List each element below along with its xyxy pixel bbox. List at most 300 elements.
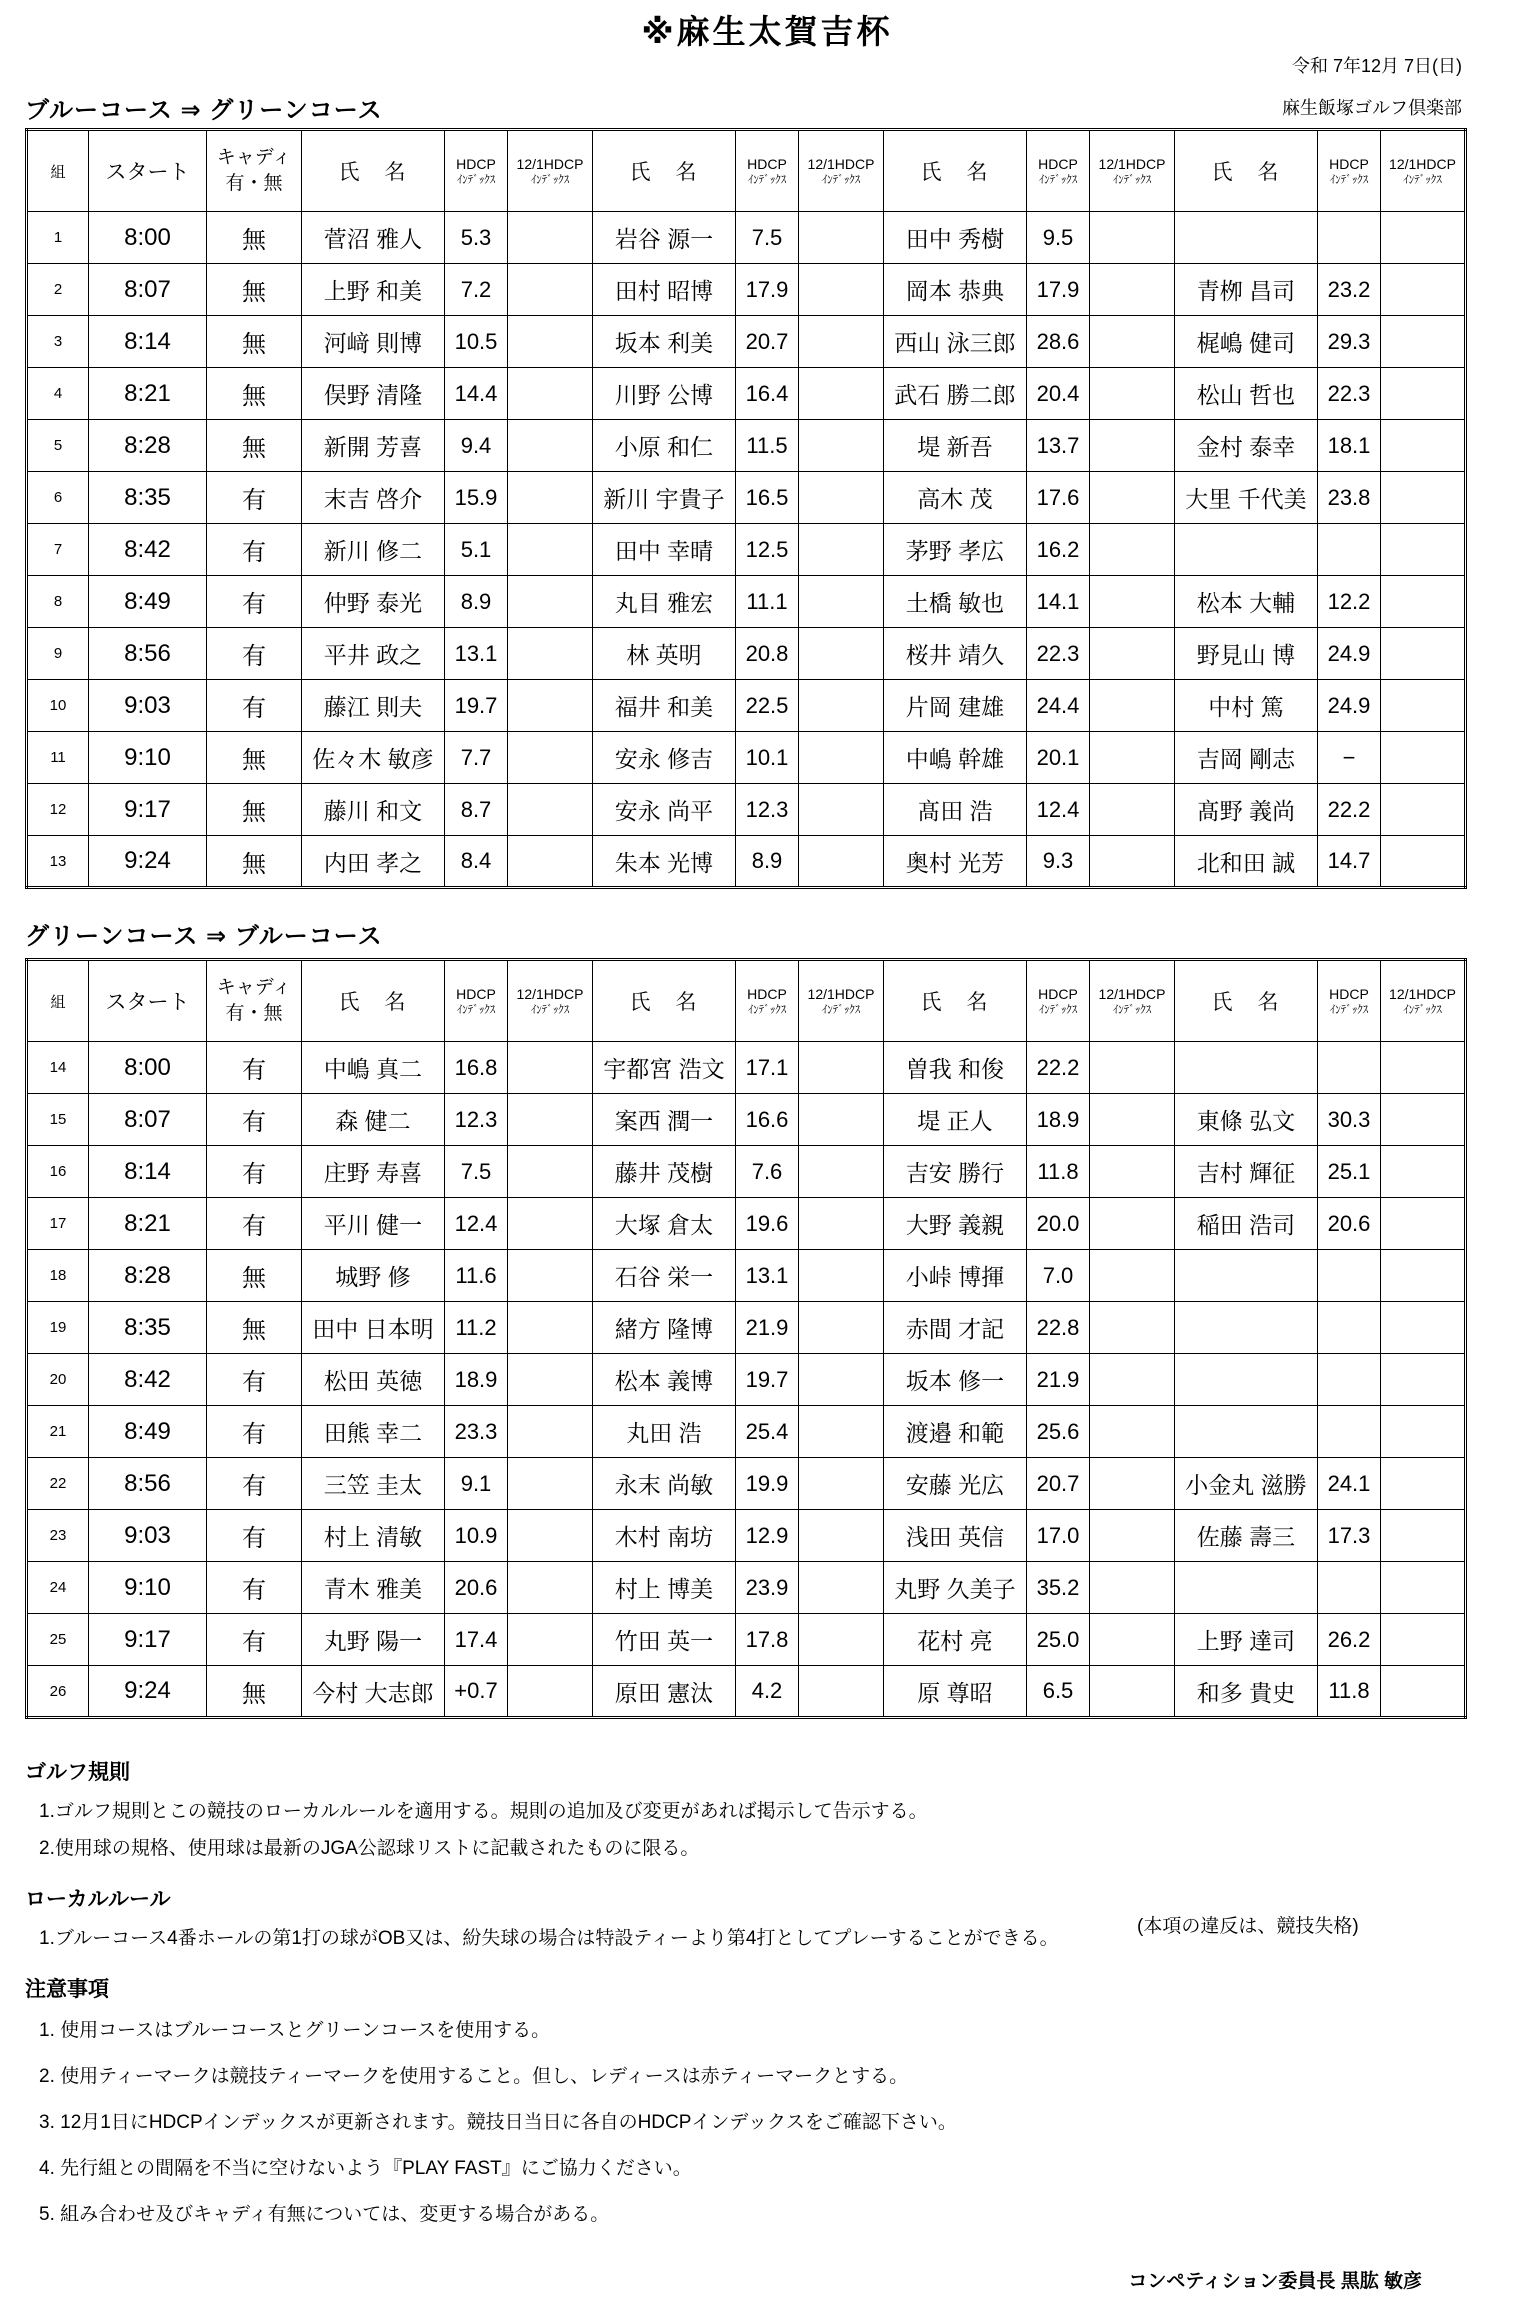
hdcp12-index-value [799, 1354, 884, 1406]
hdcp12-index-value [1090, 1198, 1175, 1250]
player-name: 赤間 才記 [884, 1302, 1027, 1354]
col-header-name-4: 氏 名 [1175, 130, 1318, 212]
player-name: 田中 秀樹 [884, 212, 1027, 264]
hdcp-index-value: 13.7 [1027, 420, 1090, 472]
header-row [27, 130, 1466, 212]
pairing-row [27, 836, 1466, 888]
start-time: 9:17 [89, 784, 207, 836]
hdcp-index-value: 13.1 [445, 628, 508, 680]
hdcp12-index-value [1381, 1458, 1466, 1510]
hdcp12-index-value [1381, 1406, 1466, 1458]
player-name: 梶嶋 健司 [1175, 316, 1318, 368]
table-blue-to-green [25, 128, 1467, 889]
start-time: 8:49 [89, 1406, 207, 1458]
player-name [1175, 1250, 1318, 1302]
group-number: 22 [27, 1458, 89, 1510]
note-item: 3. 12月1日にHDCPインデックスが更新されます。競技日当日に各自のHDCPインデックスをご確認下さい。 [39, 2112, 957, 2133]
hdcp12-index-value [508, 1146, 593, 1198]
player-name: 朱本 光博 [593, 836, 736, 888]
local-rules-title: ローカルルール [25, 1888, 171, 1911]
hdcp-index-value: 16.4 [736, 368, 799, 420]
committee-chairman-signature: コンペティション委員長 黒肱 敏彦 [1128, 2271, 1422, 2292]
group-number: 21 [27, 1406, 89, 1458]
hdcp-index-value: 8.9 [445, 576, 508, 628]
hdcp-index-value: 20.6 [445, 1562, 508, 1614]
start-time: 8:21 [89, 1198, 207, 1250]
player-name: 新開 芳喜 [302, 420, 445, 472]
start-time: 8:49 [89, 576, 207, 628]
hdcp12-index-value [1381, 264, 1466, 316]
page-title: ※麻生太賀吉杯 [641, 13, 893, 50]
caddy-flag: 有 [207, 1406, 302, 1458]
player-name: 小金丸 滋勝 [1175, 1458, 1318, 1510]
hdcp12-index-value [1090, 1354, 1175, 1406]
hdcp12-index-value [799, 1458, 884, 1510]
player-name: 新川 宇貴子 [593, 472, 736, 524]
hdcp12-index-value [1090, 836, 1175, 888]
player-name: 庄野 寿喜 [302, 1146, 445, 1198]
group-number: 12 [27, 784, 89, 836]
hdcp12-index-value [508, 1666, 593, 1718]
notes-title: 注意事項 [25, 1978, 109, 2001]
course-label-blue-to-green: ブルーコース ⇒ グリーンコース [25, 97, 383, 124]
hdcp12-index-value [1090, 784, 1175, 836]
hdcp-index-value [1318, 1302, 1381, 1354]
player-name: 曽我 和俊 [884, 1042, 1027, 1094]
player-name: 丸野 陽一 [302, 1614, 445, 1666]
start-time: 8:42 [89, 524, 207, 576]
note-item: 1. 使用コースはブルーコースとグリーンコースを使用する。 [39, 2020, 551, 2041]
player-name: 大塚 倉太 [593, 1198, 736, 1250]
player-name: 上野 達司 [1175, 1614, 1318, 1666]
hdcp12-index-value [1381, 472, 1466, 524]
start-time: 9:03 [89, 1510, 207, 1562]
hdcp-index-value: 29.3 [1318, 316, 1381, 368]
hdcp12-index-value [1381, 1302, 1466, 1354]
hdcp12-index-value [1090, 524, 1175, 576]
note-item: 2. 使用ティーマークは競技ティーマークを使用すること。但し、レディースは赤ティーマークとする。 [39, 2066, 909, 2087]
hdcp-index-value: 30.3 [1318, 1094, 1381, 1146]
hdcp12-index-value [508, 264, 593, 316]
pairing-row [27, 1042, 1466, 1094]
hdcp12-index-value [1090, 212, 1175, 264]
hdcp-index-value: 20.6 [1318, 1198, 1381, 1250]
player-name: 花村 亮 [884, 1614, 1027, 1666]
hdcp-index-value: 19.7 [736, 1354, 799, 1406]
hdcp12-index-value [1381, 316, 1466, 368]
player-name: 福井 和美 [593, 680, 736, 732]
start-time: 9:24 [89, 1666, 207, 1718]
pairing-row [27, 1458, 1466, 1510]
col-header-start: スタート [89, 960, 207, 1042]
group-number: 9 [27, 628, 89, 680]
hdcp12-index-value [799, 1302, 884, 1354]
hdcp12-index-value [1090, 316, 1175, 368]
start-time: 9:24 [89, 836, 207, 888]
player-name: 渡邉 和範 [884, 1406, 1027, 1458]
caddy-flag: 無 [207, 420, 302, 472]
start-time: 8:07 [89, 264, 207, 316]
caddy-flag: 有 [207, 524, 302, 576]
hdcp-index-value: 25.4 [736, 1406, 799, 1458]
hdcp12-index-value [508, 1562, 593, 1614]
hdcp-index-value: 18.9 [445, 1354, 508, 1406]
hdcp12-index-value [508, 836, 593, 888]
group-number: 19 [27, 1302, 89, 1354]
pairing-row [27, 1666, 1466, 1718]
hdcp12-index-value [1090, 628, 1175, 680]
pairing-row [27, 1406, 1466, 1458]
col-header-hdcp-3: HDCP ｲﾝﾃﾞｯｸｽ [1027, 960, 1090, 1042]
hdcp12-index-value [799, 576, 884, 628]
hdcp-index-value: 20.8 [736, 628, 799, 680]
player-name: 丸目 雅宏 [593, 576, 736, 628]
hdcp-index-value: 22.3 [1318, 368, 1381, 420]
player-name: 木村 南坊 [593, 1510, 736, 1562]
caddy-flag: 有 [207, 1510, 302, 1562]
player-name: 藤井 茂樹 [593, 1146, 736, 1198]
hdcp-index-value: 12.3 [445, 1094, 508, 1146]
player-name: 上野 和美 [302, 264, 445, 316]
hdcp-index-value: 7.2 [445, 264, 508, 316]
start-time: 9:10 [89, 1562, 207, 1614]
hdcp-index-value: 16.6 [736, 1094, 799, 1146]
hdcp12-index-value [799, 1250, 884, 1302]
player-name: 堤 正人 [884, 1094, 1027, 1146]
hdcp-index-value: 20.7 [1027, 1458, 1090, 1510]
hdcp-index-value [1318, 1406, 1381, 1458]
hdcp12-index-value [508, 1458, 593, 1510]
hdcp12-index-value [508, 1614, 593, 1666]
col-header-caddy: キャディ 有・無 [207, 130, 302, 212]
group-number: 16 [27, 1146, 89, 1198]
hdcp12-index-value [1381, 1614, 1466, 1666]
hdcp12-index-value [508, 628, 593, 680]
hdcp-index-value: 17.0 [1027, 1510, 1090, 1562]
player-name: 丸田 浩 [593, 1406, 736, 1458]
player-name: 今村 大志郎 [302, 1666, 445, 1718]
player-name: 竹田 英一 [593, 1614, 736, 1666]
col-header-group: 組 [27, 960, 89, 1042]
player-name: 武石 勝二郎 [884, 368, 1027, 420]
caddy-flag: 有 [207, 1354, 302, 1406]
group-number: 26 [27, 1666, 89, 1718]
hdcp-index-value: 35.2 [1027, 1562, 1090, 1614]
hdcp-index-value: 17.9 [736, 264, 799, 316]
player-name: 村上 清敏 [302, 1510, 445, 1562]
player-name: 菅沼 雅人 [302, 212, 445, 264]
hdcp-index-value: 10.9 [445, 1510, 508, 1562]
player-name: 片岡 建雄 [884, 680, 1027, 732]
group-number: 15 [27, 1094, 89, 1146]
player-name: 藤川 和文 [302, 784, 445, 836]
group-number: 18 [27, 1250, 89, 1302]
caddy-flag: 有 [207, 1458, 302, 1510]
hdcp12-index-value [508, 576, 593, 628]
pairing-row [27, 628, 1466, 680]
player-name: 原田 憲汰 [593, 1666, 736, 1718]
header-row [27, 960, 1466, 1042]
hdcp12-index-value [1381, 1666, 1466, 1718]
hdcp-index-value: 9.4 [445, 420, 508, 472]
hdcp-index-value: 8.7 [445, 784, 508, 836]
player-name: 青栁 昌司 [1175, 264, 1318, 316]
hdcp12-index-value [1381, 1354, 1466, 1406]
player-name: 松本 大輔 [1175, 576, 1318, 628]
hdcp-index-value: 5.3 [445, 212, 508, 264]
hdcp12-index-value [799, 1042, 884, 1094]
hdcp12-index-value [799, 836, 884, 888]
hdcp12-index-value [508, 1302, 593, 1354]
player-name: 佐々木 敏彦 [302, 732, 445, 784]
player-name: 岡本 恭典 [884, 264, 1027, 316]
hdcp12-index-value [1090, 1510, 1175, 1562]
player-name: 永末 尚敏 [593, 1458, 736, 1510]
hdcp12-index-value [1090, 1042, 1175, 1094]
col-header-start: スタート [89, 130, 207, 212]
hdcp12-index-value [799, 1562, 884, 1614]
start-time: 8:07 [89, 1094, 207, 1146]
caddy-flag: 有 [207, 1094, 302, 1146]
group-number: 14 [27, 1042, 89, 1094]
hdcp12-index-value [508, 524, 593, 576]
hdcp12-index-value [1090, 1614, 1175, 1666]
golf-rule-penalty-note: (本項の違反は、競技失格) [1137, 1916, 1359, 1937]
player-name: 末吉 啓介 [302, 472, 445, 524]
pairing-row [27, 680, 1466, 732]
group-number: 20 [27, 1354, 89, 1406]
hdcp12-index-value [799, 1198, 884, 1250]
player-name: 野見山 博 [1175, 628, 1318, 680]
pairing-row [27, 264, 1466, 316]
hdcp12-index-value [799, 472, 884, 524]
player-name: 奥村 光芳 [884, 836, 1027, 888]
hdcp-index-value: 8.4 [445, 836, 508, 888]
caddy-flag: 無 [207, 1666, 302, 1718]
hdcp12-index-value [508, 212, 593, 264]
local-rule-item: 1.ブルーコース4番ホールの第1打の球がOB又は、紛失球の場合は特設ティーより第4打としてプレーすることができる。 [39, 1928, 1059, 1949]
hdcp12-index-value [1090, 264, 1175, 316]
hdcp-index-value: 14.7 [1318, 836, 1381, 888]
col-header-name-4: 氏 名 [1175, 960, 1318, 1042]
col-header-hdcp-2: HDCP ｲﾝﾃﾞｯｸｽ [736, 960, 799, 1042]
caddy-flag: 無 [207, 316, 302, 368]
hdcp12-index-value [1381, 1510, 1466, 1562]
note-item: 4. 先行組との間隔を不当に空けないよう『PLAY FAST』にご協力ください。 [39, 2158, 692, 2179]
col-header-caddy: キャディ 有・無 [207, 960, 302, 1042]
pairing-row [27, 576, 1466, 628]
hdcp12-index-value [1090, 472, 1175, 524]
col-header-hdcp12-1: 12/1HDCP ｲﾝﾃﾞｯｸｽ [508, 960, 593, 1042]
hdcp12-index-value [508, 784, 593, 836]
hdcp-index-value: 20.7 [736, 316, 799, 368]
player-name [1175, 1406, 1318, 1458]
caddy-flag: 無 [207, 264, 302, 316]
player-name: 村上 博美 [593, 1562, 736, 1614]
caddy-flag: 有 [207, 628, 302, 680]
hdcp-index-value: 17.4 [445, 1614, 508, 1666]
hdcp-index-value: 26.2 [1318, 1614, 1381, 1666]
hdcp-index-value: 16.5 [736, 472, 799, 524]
player-name: 髙田 浩 [884, 784, 1027, 836]
col-header-name-3: 氏 名 [884, 960, 1027, 1042]
hdcp-index-value: 25.0 [1027, 1614, 1090, 1666]
hdcp-index-value: 19.6 [736, 1198, 799, 1250]
hdcp-index-value: 6.5 [1027, 1666, 1090, 1718]
caddy-flag: 有 [207, 576, 302, 628]
caddy-flag: 無 [207, 368, 302, 420]
col-header-hdcp12-2: 12/1HDCP ｲﾝﾃﾞｯｸｽ [799, 960, 884, 1042]
player-name: 坂本 利美 [593, 316, 736, 368]
hdcp12-index-value [799, 264, 884, 316]
hdcp12-index-value [1090, 1094, 1175, 1146]
hdcp-index-value: 13.1 [736, 1250, 799, 1302]
hdcp-index-value: 20.1 [1027, 732, 1090, 784]
pairing-row [27, 316, 1466, 368]
start-time: 8:14 [89, 1146, 207, 1198]
player-name: 安永 修吉 [593, 732, 736, 784]
hdcp12-index-value [799, 1094, 884, 1146]
player-name [1175, 1302, 1318, 1354]
group-number: 2 [27, 264, 89, 316]
hdcp-index-value: 22.5 [736, 680, 799, 732]
group-number: 8 [27, 576, 89, 628]
pairing-row [27, 420, 1466, 472]
golf-rule-item-text: 2.使用球の規格、使用球は最新のJGA公認球リストに記載されたものに限る。 [39, 1838, 700, 1859]
pairing-row [27, 1250, 1466, 1302]
player-name [1175, 1354, 1318, 1406]
hdcp12-index-value [799, 784, 884, 836]
start-time: 8:21 [89, 368, 207, 420]
start-time: 8:42 [89, 1354, 207, 1406]
group-number: 1 [27, 212, 89, 264]
start-time: 8:56 [89, 628, 207, 680]
player-name: 河﨑 則博 [302, 316, 445, 368]
group-number: 4 [27, 368, 89, 420]
hdcp-index-value [1318, 1250, 1381, 1302]
caddy-flag: 無 [207, 784, 302, 836]
player-name: 吉村 輝征 [1175, 1146, 1318, 1198]
player-name: 田村 昭博 [593, 264, 736, 316]
hdcp-index-value: 11.6 [445, 1250, 508, 1302]
pairing-row [27, 1302, 1466, 1354]
table-header [27, 960, 1466, 1042]
hdcp-index-value: 23.3 [445, 1406, 508, 1458]
pairing-row [27, 1146, 1466, 1198]
hdcp-index-value: 21.9 [1027, 1354, 1090, 1406]
hdcp12-index-value [1090, 576, 1175, 628]
caddy-flag: 有 [207, 472, 302, 524]
player-name: 松田 英徳 [302, 1354, 445, 1406]
group-number: 10 [27, 680, 89, 732]
hdcp-index-value: 19.9 [736, 1458, 799, 1510]
hdcp12-index-value [508, 1510, 593, 1562]
player-name: 吉安 勝行 [884, 1146, 1027, 1198]
hdcp12-index-value [508, 1354, 593, 1406]
player-name: 北和田 誠 [1175, 836, 1318, 888]
hdcp12-index-value [1381, 1042, 1466, 1094]
hdcp12-index-value [508, 472, 593, 524]
col-header-hdcp-1: HDCP ｲﾝﾃﾞｯｸｽ [445, 130, 508, 212]
group-number: 13 [27, 836, 89, 888]
player-name: 三笠 圭太 [302, 1458, 445, 1510]
group-number: 11 [27, 732, 89, 784]
hdcp12-index-value [508, 1094, 593, 1146]
hdcp-index-value: 24.9 [1318, 680, 1381, 732]
player-name: 松山 哲也 [1175, 368, 1318, 420]
hdcp-index-value: 22.2 [1027, 1042, 1090, 1094]
hdcp-index-value: 12.4 [445, 1198, 508, 1250]
hdcp12-index-value [799, 1510, 884, 1562]
hdcp12-index-value [1381, 1146, 1466, 1198]
hdcp12-index-value [508, 1042, 593, 1094]
hdcp12-index-value [799, 732, 884, 784]
player-name: 堤 新吾 [884, 420, 1027, 472]
hdcp-index-value: 17.8 [736, 1614, 799, 1666]
player-name: 平井 政之 [302, 628, 445, 680]
col-header-group: 組 [27, 130, 89, 212]
group-number: 23 [27, 1510, 89, 1562]
hdcp12-index-value [799, 1146, 884, 1198]
player-name: 西山 泳三郎 [884, 316, 1027, 368]
hdcp-index-value: 11.5 [736, 420, 799, 472]
hdcp-index-value: 4.2 [736, 1666, 799, 1718]
player-name: 中嶋 幹雄 [884, 732, 1027, 784]
club-name: 麻生飯塚ゴルフ倶楽部 [1282, 98, 1462, 118]
hdcp-index-value: 20.0 [1027, 1198, 1090, 1250]
hdcp-index-value: 8.9 [736, 836, 799, 888]
start-time: 8:35 [89, 472, 207, 524]
hdcp-index-value: 9.5 [1027, 212, 1090, 264]
player-name: 石谷 栄一 [593, 1250, 736, 1302]
hdcp12-index-value [1381, 680, 1466, 732]
player-name: 平川 健一 [302, 1198, 445, 1250]
hdcp-index-value: 12.4 [1027, 784, 1090, 836]
group-number: 7 [27, 524, 89, 576]
hdcp12-index-value [1381, 1562, 1466, 1614]
col-header-hdcp-4: HDCP ｲﾝﾃﾞｯｸｽ [1318, 960, 1381, 1042]
player-name: 俣野 清隆 [302, 368, 445, 420]
player-name: 内田 孝之 [302, 836, 445, 888]
table-body [27, 212, 1466, 888]
hdcp12-index-value [508, 732, 593, 784]
hdcp12-index-value [1090, 1666, 1175, 1718]
player-name: 岩谷 源一 [593, 212, 736, 264]
hdcp12-index-value [1090, 732, 1175, 784]
hdcp-index-value: 14.1 [1027, 576, 1090, 628]
player-name: 松本 義博 [593, 1354, 736, 1406]
hdcp12-index-value [508, 368, 593, 420]
player-name: 中村 篤 [1175, 680, 1318, 732]
caddy-flag: 無 [207, 732, 302, 784]
caddy-flag: 有 [207, 1146, 302, 1198]
player-name: 佐藤 壽三 [1175, 1510, 1318, 1562]
start-time: 8:14 [89, 316, 207, 368]
hdcp-index-value [1318, 1562, 1381, 1614]
start-time: 8:00 [89, 212, 207, 264]
pairing-row [27, 1614, 1466, 1666]
hdcp-index-value: 21.9 [736, 1302, 799, 1354]
pairing-row [27, 1198, 1466, 1250]
player-name [1175, 1042, 1318, 1094]
player-name: 大野 義親 [884, 1198, 1027, 1250]
course-label-green-to-blue: グリーンコース ⇒ ブルーコース [25, 923, 383, 950]
event-date: 令和 7年12月 7日(日) [1291, 56, 1462, 76]
hdcp-index-value: 24.4 [1027, 680, 1090, 732]
hdcp12-index-value [1381, 212, 1466, 264]
start-time: 8:28 [89, 420, 207, 472]
start-time: 8:00 [89, 1042, 207, 1094]
